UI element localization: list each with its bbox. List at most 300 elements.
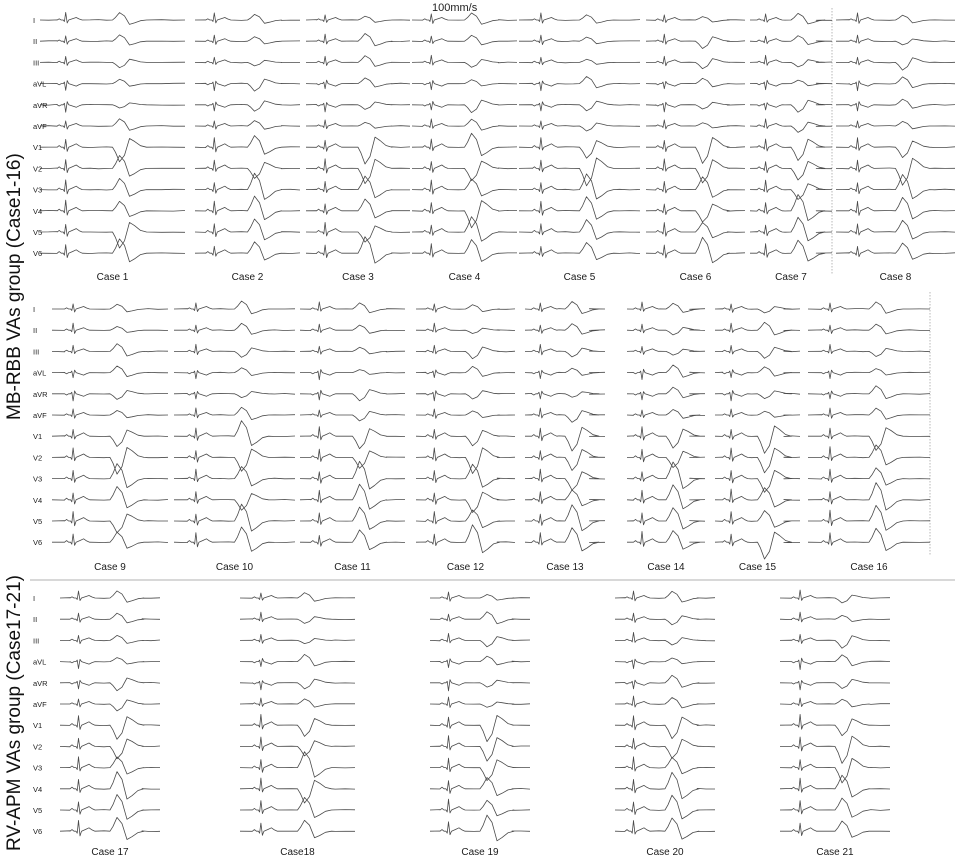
lead-label-avf: aVF [33, 700, 47, 709]
lead-label-v2: V2 [33, 742, 43, 752]
ecg-trace-avf [416, 409, 515, 418]
ecg-trace-v5 [430, 799, 530, 816]
ecg-trace-avr [627, 387, 705, 400]
lead-label-ii: II [33, 615, 38, 625]
ecg-panel-case1 [40, 12, 185, 261]
ecg-trace-avf [715, 409, 800, 417]
ecg-trace-avf [300, 410, 405, 421]
ecg-trace-v3 [808, 468, 930, 485]
ecg-trace-v4 [615, 772, 715, 798]
ecg-trace-ii [750, 36, 832, 45]
ecg-trace-i [174, 301, 295, 314]
case-label: Case 19 [461, 847, 499, 858]
ecg-trace-ii [627, 324, 705, 335]
ecg-trace-v2 [195, 160, 300, 178]
ecg-trace-avl [525, 368, 605, 378]
ecg-trace-v5 [412, 217, 517, 242]
case-label: Case 21 [816, 847, 854, 858]
lead-label-avr: aVR [33, 678, 48, 688]
ecg-trace-v5 [780, 798, 890, 817]
ecg-trace-avf [627, 410, 705, 419]
ecg-trace-v5 [615, 795, 715, 819]
ecg-trace-ii [52, 323, 168, 333]
ecg-trace-v2 [174, 449, 295, 471]
ecg-trace-avl [615, 658, 715, 669]
ecg-panel-case21 [780, 590, 890, 837]
ecg-trace-v4 [60, 772, 160, 800]
ecg-panel-case17 [60, 591, 160, 840]
ecg-trace-iii [836, 57, 955, 70]
ecg-trace-v6 [808, 528, 930, 550]
ecg-trace-ii [40, 35, 185, 45]
ecg-panel-case10 [174, 301, 295, 551]
ecg-trace-iii [300, 346, 405, 354]
ecg-trace-v4 [40, 200, 185, 216]
ecg-trace-v1 [174, 421, 295, 446]
ecg-trace-avl [174, 368, 295, 379]
ecg-trace-i [627, 302, 705, 312]
ecg-trace-iii [627, 346, 705, 355]
ecg-trace-avl [40, 79, 185, 90]
ecg-panel-case8 [836, 13, 955, 259]
case-label: Case 15 [738, 562, 777, 573]
ecg-trace-ii [519, 35, 640, 45]
ecg-trace-avr [808, 386, 930, 399]
ecg-trace-avl [780, 655, 890, 670]
lead-label-avf: aVF [33, 122, 47, 131]
ecg-trace-v1 [60, 716, 160, 740]
ecg-trace-ii [300, 324, 405, 333]
ecg-trace-avr [306, 102, 410, 112]
ecg-trace-v3 [780, 758, 890, 783]
ecg-trace-v4 [525, 490, 605, 506]
ecg-trace-ii [525, 324, 605, 334]
ecg-trace-v4 [646, 204, 745, 222]
ecg-trace-v5 [174, 504, 295, 531]
case-label: Case 13 [546, 562, 584, 573]
ecg-trace-ii [715, 322, 800, 335]
ecg-trace-avr [195, 101, 300, 111]
ecg-trace-v6 [750, 240, 832, 261]
ecg-trace-v2 [715, 448, 800, 473]
ecg-trace-iii [416, 345, 515, 358]
ecg-trace-ii [60, 613, 160, 623]
ecg-trace-avr [412, 100, 517, 113]
ecg-trace-v5 [240, 797, 355, 817]
ecg-trace-avl [836, 77, 955, 91]
ecg-trace-v2 [416, 448, 515, 474]
ecg-trace-v6 [416, 525, 515, 553]
ecg-trace-avf [519, 121, 640, 131]
ecg-trace-i [412, 13, 517, 24]
ecg-trace-v3 [430, 758, 530, 780]
ecg-trace-avf [646, 120, 745, 129]
ecg-trace-v5 [646, 223, 745, 238]
ecg-trace-v2 [240, 737, 355, 756]
ecg-trace-v4 [780, 775, 890, 797]
ecg-trace-v6 [525, 528, 605, 551]
ecg-trace-v1 [615, 716, 715, 739]
ecg-trace-i [808, 302, 930, 313]
ecg-trace-avf [240, 698, 355, 707]
ecg-trace-i [416, 304, 515, 312]
ecg-trace-iii [195, 57, 300, 66]
ecg-trace-v3 [52, 464, 168, 488]
case-label: Case 20 [646, 847, 684, 858]
ecg-trace-v6 [715, 532, 800, 559]
ecg-trace-i [525, 302, 605, 314]
ecg-trace-v5 [306, 222, 410, 242]
ecg-panel-case18 [240, 593, 355, 838]
ecg-trace-avf [808, 408, 930, 419]
ecg-trace-iii [525, 344, 605, 357]
ecg-trace-v3 [240, 752, 355, 778]
ecg-trace-v1 [525, 427, 605, 451]
ecg-panel-case19 [430, 592, 530, 841]
ecg-trace-v2 [525, 450, 605, 471]
ecg-trace-avr [240, 679, 355, 690]
ecg-trace-ii [430, 612, 530, 624]
ecg-trace-iii [615, 632, 715, 645]
ecg-trace-v3 [412, 179, 517, 196]
lead-label-v3: V3 [33, 474, 43, 484]
lead-label-i: I [33, 305, 36, 314]
ecg-trace-iii [412, 55, 517, 67]
ecg-trace-v3 [174, 467, 295, 486]
lead-label-v4: V4 [33, 495, 43, 505]
ecg-trace-v2 [40, 156, 185, 177]
ecg-trace-i [306, 15, 410, 23]
lead-label-v4: V4 [33, 206, 43, 216]
ecg-trace-v2 [646, 159, 745, 183]
ecg-panel-case20 [615, 591, 715, 839]
lead-label-iii: III [33, 58, 40, 68]
ecg-trace-avr [750, 100, 832, 112]
ecg-trace-v1 [40, 139, 185, 162]
ecg-trace-avl [52, 366, 168, 378]
lead-label-v6: V6 [33, 538, 43, 548]
case-label: Case 10 [215, 562, 254, 573]
ecg-trace-v4 [195, 196, 300, 220]
ecg-trace-avr [780, 679, 890, 689]
ecg-trace-v6 [174, 527, 295, 551]
ecg-trace-avl [195, 79, 300, 91]
ecg-trace-v5 [519, 220, 640, 240]
ecg-trace-v3 [416, 464, 515, 487]
ecg-trace-v1 [646, 138, 745, 164]
ecg-trace-avr [519, 101, 640, 111]
ecg-trace-avl [627, 365, 705, 380]
lead-label-v1: V1 [33, 143, 43, 153]
group-label-mb-rbb: MB-RBB VAs group (Case1-16) [4, 153, 25, 420]
ecg-trace-v1 [750, 139, 832, 161]
ecg-trace-v2 [808, 445, 930, 465]
ecg-trace-v6 [412, 240, 517, 262]
ecg-trace-v3 [646, 177, 745, 198]
ecg-trace-i [615, 591, 715, 602]
ecg-trace-v6 [300, 530, 405, 550]
ecg-trace-ii [646, 34, 745, 48]
ecg-trace-avr [60, 678, 160, 691]
ecg-trace-avf [780, 698, 890, 707]
ecg-trace-avl [808, 369, 930, 379]
ecg-panel-case14 [627, 302, 705, 549]
ecg-panel-case16 [808, 302, 930, 551]
ecg-trace-iii [715, 345, 800, 358]
case-label: Case 16 [850, 562, 888, 573]
ecg-trace-avr [615, 675, 715, 689]
ecg-trace-avl [715, 367, 800, 378]
ecg-trace-v1 [715, 426, 800, 453]
ecg-trace-avr [416, 391, 515, 401]
lead-label-ii: II [33, 326, 38, 336]
ecg-trace-v1 [416, 429, 515, 445]
ecg-trace-avr [430, 680, 530, 691]
lead-label-avf: aVF [33, 411, 47, 420]
lead-label-v3: V3 [33, 185, 43, 195]
ecg-trace-i [519, 13, 640, 23]
ecg-panel-case11 [300, 302, 405, 550]
ecg-trace-i [300, 302, 405, 313]
case-label: Case 3 [342, 272, 374, 283]
ecg-trace-i [836, 13, 955, 23]
ecg-trace-iii [646, 56, 745, 68]
ecg-trace-v5 [836, 220, 955, 239]
ecg-traces [40, 12, 955, 840]
ecg-trace-iii [750, 55, 832, 67]
ecg-trace-v3 [627, 462, 705, 489]
ecg-trace-avf [615, 696, 715, 708]
ecg-trace-avl [430, 656, 530, 667]
lead-label-v1: V1 [33, 721, 43, 731]
ecg-trace-avr [525, 391, 605, 399]
ecg-trace-avf [40, 119, 185, 131]
ecg-trace-avl [412, 80, 517, 90]
ecg-trace-v3 [300, 461, 405, 489]
ecg-trace-v2 [519, 158, 640, 186]
ecg-trace-v3 [40, 178, 185, 196]
ecg-trace-v6 [430, 815, 530, 841]
ecg-trace-i [646, 15, 745, 23]
ecg-trace-avf [412, 119, 517, 130]
ecg-trace-avl [240, 654, 355, 666]
paper-speed-label: 100mm/s [432, 2, 478, 14]
ecg-trace-v5 [40, 222, 185, 248]
case-label: Case 2 [231, 272, 264, 283]
ecg-trace-i [750, 13, 832, 24]
ecg-trace-v4 [836, 197, 955, 219]
ecg-trace-v4 [808, 483, 930, 511]
ecg-trace-i [40, 12, 185, 24]
lead-label-v2: V2 [33, 164, 43, 174]
ecg-trace-v5 [60, 795, 160, 820]
ecg-trace-v5 [300, 507, 405, 529]
lead-label-i: I [33, 16, 36, 25]
ecg-trace-iii [60, 635, 160, 643]
ecg-trace-avf [836, 121, 955, 129]
ecg-trace-v2 [836, 158, 955, 185]
ecg-trace-v5 [525, 505, 605, 531]
case-label: Case 17 [91, 847, 129, 858]
ecg-panel-case3 [306, 15, 410, 263]
case-label: Case 5 [563, 272, 596, 283]
lead-label-v4: V4 [33, 784, 43, 794]
ecg-trace-v6 [646, 237, 745, 262]
case-label: Case 11 [334, 562, 371, 573]
ecg-trace-ii [416, 323, 515, 333]
group-label-rv-apm: RV-APM VAs group (Case17-21) [4, 575, 25, 851]
case-label: Case 4 [448, 272, 481, 283]
ecg-trace-v6 [836, 243, 955, 259]
ecg-trace-v2 [52, 447, 168, 474]
lead-label-avl: aVL [33, 79, 47, 89]
ecg-trace-v6 [306, 237, 410, 263]
lead-label-v2: V2 [33, 453, 43, 463]
ecg-trace-i [780, 590, 890, 603]
lead-label-avr: aVR [33, 389, 48, 399]
ecg-trace-ii [836, 35, 955, 45]
ecg-trace-avl [646, 78, 745, 88]
ecg-trace-v4 [750, 195, 832, 221]
ecg-trace-i [430, 592, 530, 601]
ecg-trace-v2 [750, 161, 832, 180]
ecg-trace-ii [780, 612, 890, 622]
ecg-trace-v3 [525, 469, 605, 490]
ecg-panel-case7 [750, 13, 832, 261]
lead-label-iii: III [33, 347, 40, 357]
lead-label-avr: aVR [33, 100, 48, 110]
ecg-trace-iii [306, 56, 410, 67]
ecg-trace-v1 [195, 136, 300, 155]
ecg-trace-avf [174, 407, 295, 419]
ecg-trace-avr [836, 99, 955, 111]
ecg-trace-v4 [519, 197, 640, 220]
ecg-trace-iii [430, 633, 530, 646]
ecg-trace-iii [780, 634, 890, 648]
case-labels [91, 272, 911, 858]
ecg-trace-avl [416, 366, 515, 377]
ecg-trace-i [52, 304, 168, 312]
ecg-trace-v1 [780, 714, 890, 735]
lead-label-i: I [33, 594, 36, 603]
ecg-trace-avl [750, 80, 832, 90]
ecg-trace-avf [195, 121, 300, 130]
ecg-trace-v6 [627, 531, 705, 550]
ecg-trace-v3 [195, 173, 300, 199]
lead-label-v5: V5 [33, 228, 43, 237]
case-label: Case 1 [96, 272, 129, 283]
ecg-trace-v5 [715, 511, 800, 528]
ecg-trace-ii [174, 323, 295, 334]
ecg-trace-v6 [52, 532, 168, 548]
ecg-trace-avl [300, 370, 405, 380]
ecg-trace-i [240, 593, 355, 602]
ecg-trace-avl [306, 78, 410, 89]
ecg-trace-i [60, 591, 160, 602]
ecg-trace-iii [52, 344, 168, 356]
ecg-trace-v4 [306, 199, 410, 218]
ecg-panel-case2 [195, 13, 300, 260]
ecg-panel-case5 [519, 13, 640, 260]
lead-label-v6: V6 [33, 249, 43, 259]
ecg-trace-avr [52, 391, 168, 401]
ecg-trace-v6 [60, 817, 160, 839]
ecg-panel-case15 [715, 304, 800, 559]
ecg-trace-v5 [750, 217, 832, 241]
ecg-panel-case13 [525, 302, 605, 551]
ecg-trace-avr [715, 391, 800, 401]
case-label: Case 14 [647, 562, 685, 573]
ecg-trace-v3 [836, 175, 955, 199]
ecg-trace-v4 [416, 492, 515, 512]
ecg-trace-v6 [195, 242, 300, 260]
ecg-trace-v4 [174, 492, 295, 511]
ecg-trace-v4 [300, 484, 405, 509]
ecg-trace-v1 [52, 429, 168, 446]
ecg-trace-v1 [306, 137, 410, 164]
ecg-trace-v2 [60, 738, 160, 759]
lead-label-v6: V6 [33, 827, 43, 837]
ecg-trace-avf [306, 120, 410, 129]
ecg-trace-avf [60, 699, 160, 711]
ecg-trace-v1 [519, 138, 640, 159]
ecg-trace-avr [300, 390, 405, 401]
ecg-trace-ii [615, 613, 715, 625]
ecg-trace-v2 [627, 449, 705, 467]
ecg-trace-v2 [615, 738, 715, 758]
ecg-trace-v4 [715, 488, 800, 507]
ecg-trace-v4 [627, 485, 705, 509]
lead-label-avl: aVL [33, 657, 47, 667]
ecg-trace-avl [519, 77, 640, 91]
ecg-trace-avf [525, 408, 605, 422]
ecg-trace-ii [240, 612, 355, 623]
ecg-trace-avr [174, 391, 295, 399]
ecg-trace-v6 [615, 818, 715, 839]
lead-label-avl: aVL [33, 368, 47, 378]
ecg-trace-avr [646, 102, 745, 112]
lead-label-v5: V5 [33, 806, 43, 815]
ecg-panel-case9 [52, 304, 168, 548]
ecg-panel-case4 [412, 13, 517, 261]
ecg-panel-case12 [416, 304, 515, 553]
ecg-trace-v3 [519, 174, 640, 199]
case-label: Case 9 [94, 562, 126, 573]
ecg-trace-v2 [412, 161, 517, 181]
ecg-trace-v4 [412, 201, 517, 228]
ecg-trace-v4 [430, 778, 530, 796]
ecg-trace-v6 [519, 243, 640, 260]
ecg-trace-iii [40, 56, 185, 67]
ecg-trace-ii [412, 35, 517, 45]
ecg-trace-v5 [195, 219, 300, 240]
ecg-trace-v1 [412, 133, 517, 155]
case-label: Case18 [280, 847, 315, 858]
ecg-trace-iii [808, 344, 930, 356]
lead-label-iii: III [33, 636, 40, 646]
ecg-trace-v5 [416, 510, 515, 528]
ecg-trace-avl [60, 658, 160, 669]
lead-label-v5: V5 [33, 517, 43, 526]
ecg-trace-v3 [715, 470, 800, 492]
ecg-trace-v6 [240, 820, 355, 837]
ecg-trace-v3 [615, 757, 715, 774]
lead-label-v3: V3 [33, 763, 43, 773]
ecg-trace-v2 [306, 159, 410, 184]
ecg-trace-v5 [52, 512, 168, 533]
ecg-trace-i [195, 13, 300, 23]
ecg-panel-case6 [646, 15, 745, 263]
